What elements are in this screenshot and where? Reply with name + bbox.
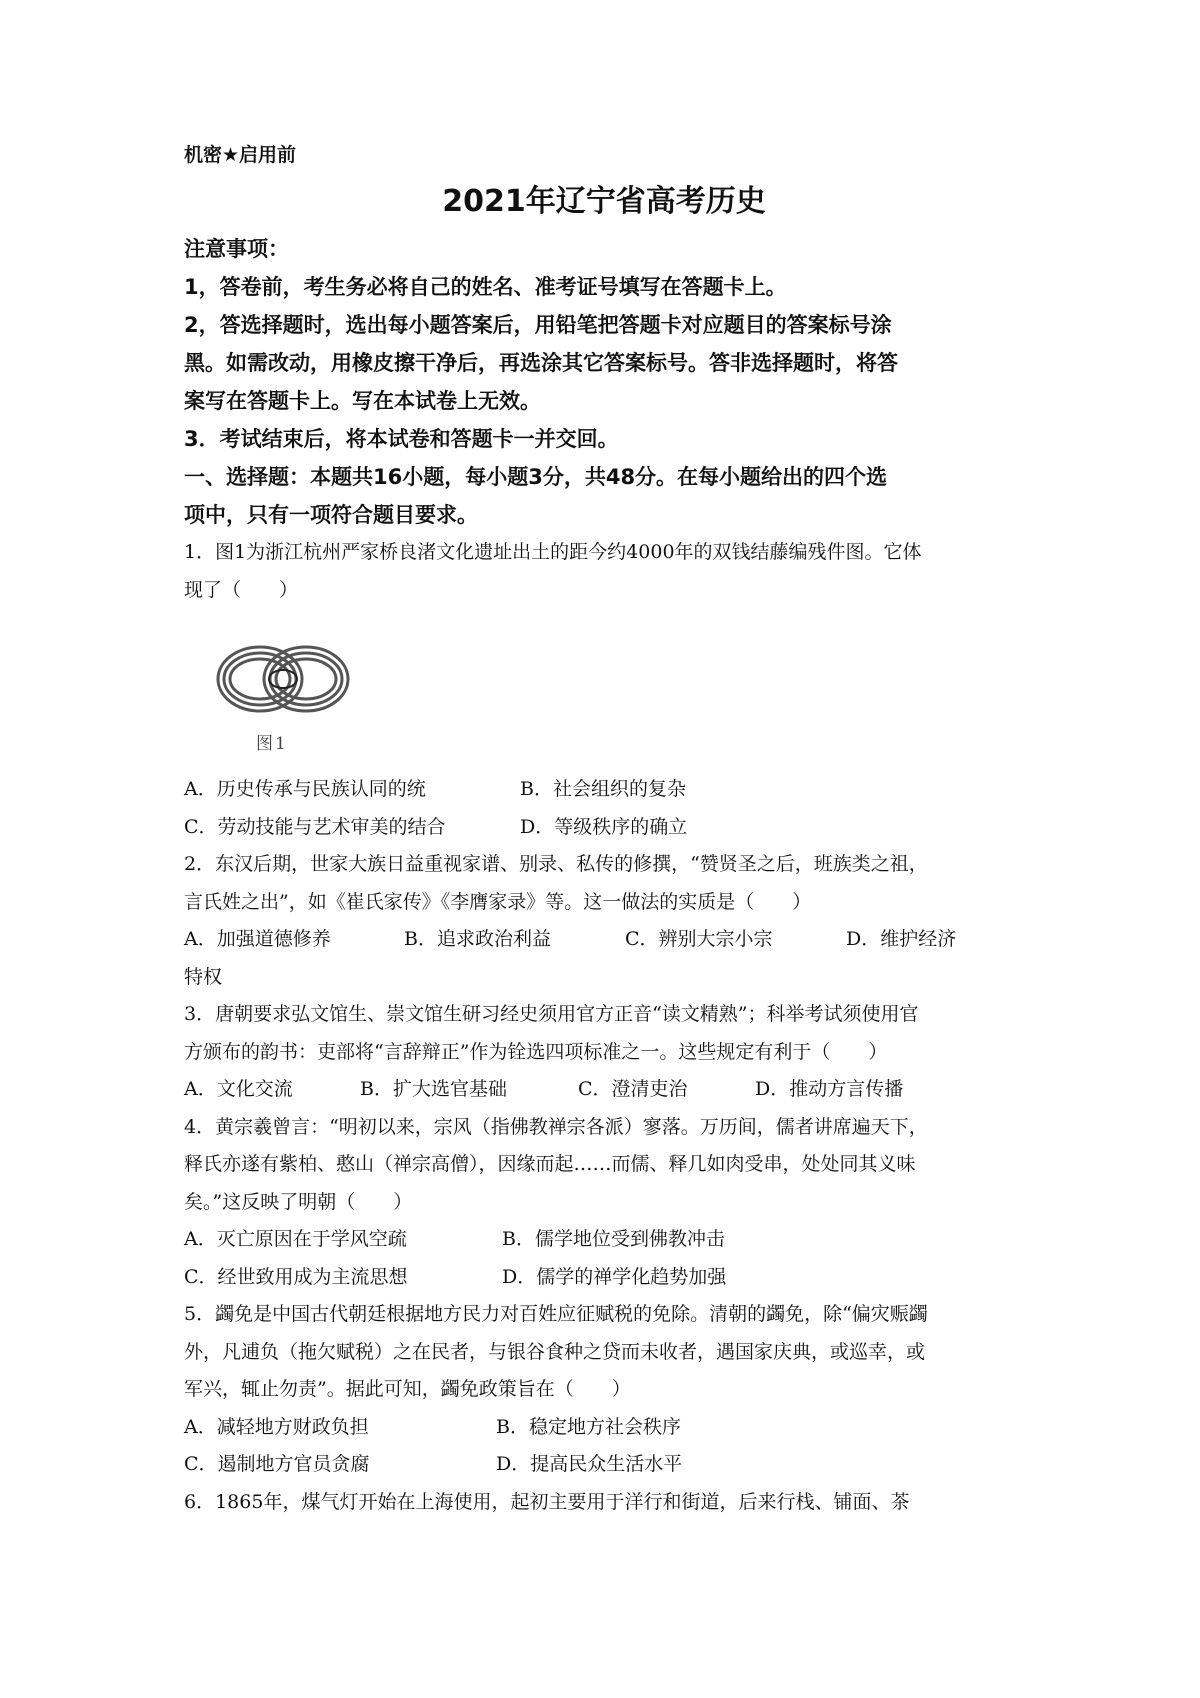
option-d: D．儒学的禅学化趋势加强 — [502, 1265, 727, 1288]
question-2-option-d-wrap: 特权 — [184, 965, 223, 988]
exam-page — [184, 138, 1024, 1521]
question-1-stem-line-1: 1．图1为浙江杭州严家桥良渚文化遗址出土的距今约4000年的双钱结藤编残件图。它体 — [184, 541, 922, 563]
question-1-figure — [208, 629, 378, 759]
question-2-stem-line-1: 2．东汉后期，世家大族日益重视家谱、别录、私传的修撰，“赞贤圣之后，班族类之祖， — [184, 853, 928, 875]
section-heading-line-1: 一、选择题：本题共16小题，每小题3分，共48分。在每小题给出的四个选 — [184, 465, 888, 489]
rattan-knot-image — [208, 629, 358, 729]
option-a: A．文化交流 — [184, 1078, 293, 1100]
option-b: B．稳定地方社会秩序 — [496, 1415, 681, 1438]
question-1-options-row-1 — [184, 771, 1024, 809]
page-title: 2021年辽宁省高考历史 — [442, 184, 766, 219]
option-d: D．维护经济 — [846, 928, 957, 950]
question-4-stem-line-2: 释氏亦遂有紫柏、憨山（禅宗高僧），因缘而起……而儒、释几如肉受串，处处同其义味 — [184, 1153, 916, 1175]
question-4 — [184, 1109, 1024, 1297]
question-6-stem-line-1: 6．1865年，煤气灯开始在上海使用，起初主要用于洋行和街道，后来行栈、铺面、茶 — [184, 1490, 910, 1513]
question-4-stem-line-3: 矣。”这反映了明朝（ ） — [184, 1190, 413, 1213]
figure-caption: 图1 — [256, 734, 288, 754]
section-heading-line-2: 项中，只有一项符合题目要求。 — [184, 503, 478, 527]
option-c: C．经世致用成为主流思想 — [184, 1265, 408, 1288]
option-d: D．推动方言传播 — [755, 1078, 904, 1100]
question-1-stem-line-2: 现了（ ） — [184, 578, 299, 601]
notice-item-2-line-3: 案写在答题卡上。写在本试卷上无效。 — [184, 389, 541, 413]
question-5-stem-line-3: 军兴，辄止勿责”。据此可知，蠲免政策旨在（ ） — [184, 1378, 631, 1400]
option-c: C．劳动技能与艺术审美的结合 — [184, 815, 446, 838]
option-b: B．社会组织的复杂 — [520, 778, 686, 800]
notice-item-2-line-2: 黑。如需改动，用橡皮擦干净后，再选涂其它答案标号。答非选择题时，将答 — [184, 351, 898, 375]
question-3-options-row — [184, 1071, 1024, 1109]
option-b: B．追求政治利益 — [404, 928, 551, 950]
question-5-options-row-1 — [184, 1409, 1024, 1447]
question-4-stem-line-1: 4．黄宗羲曾言：“明初以来，宗风（指佛教禅宗各派）寥落。万历间，儒者讲席遍天下， — [184, 1115, 928, 1138]
question-1-options-row-2 — [184, 809, 1024, 847]
option-b: B．扩大选官基础 — [360, 1078, 507, 1100]
question-5-options-row-2 — [184, 1446, 1024, 1484]
notice-heading: 注意事项： — [184, 237, 289, 261]
question-2-stem-line-2: 言氏姓之出”，如《崔氏家传》《李膺家录》等。这一做法的实质是（ ） — [184, 890, 812, 913]
question-5-stem-line-1: 5．蠲免是中国古代朝廷根据地方民力对百姓应征赋税的免除。清朝的蠲免，除“偏灾赈蠲 — [184, 1303, 928, 1325]
option-c: C．辨别大宗小宗 — [625, 928, 773, 950]
option-d: D．等级秩序的确立 — [520, 815, 688, 838]
option-a: A．减轻地方财政负担 — [184, 1415, 369, 1438]
option-a: A．灭亡原因在于学风空疏 — [184, 1228, 407, 1250]
option-c: C．澄清吏治 — [578, 1078, 688, 1100]
question-5-stem-line-2: 外，凡逋负（拖欠赋税）之在民者，与银谷食种之贷而未收者，遇国家庆典，或巡幸，或 — [184, 1340, 926, 1363]
notice-item-2-line-1: 2，答选择题时，选出每小题答案后，用铅笔把答题卡对应题目的答案标号涂 — [184, 313, 892, 337]
confidential-label: 机密★启用前 — [184, 144, 297, 166]
question-4-options-row-1 — [184, 1221, 1024, 1259]
question-1 — [184, 534, 1024, 846]
option-a: A．历史传承与民族认同的统 — [184, 778, 426, 800]
question-6 — [184, 1484, 1024, 1522]
question-2 — [184, 846, 1024, 996]
notice-item-1: 1，答卷前，考生务必将自己的姓名、准考证号填写在答题卡上。 — [184, 275, 787, 299]
question-4-options-row-2 — [184, 1259, 1024, 1297]
question-5 — [184, 1296, 1024, 1484]
notice-item-3: 3．考试结束后，将本试卷和答题卡一并交回。 — [184, 427, 619, 451]
question-2-options-row — [184, 921, 1024, 959]
notice-section — [184, 230, 1024, 534]
option-d: D．提高民众生活水平 — [496, 1453, 683, 1475]
option-b: B．儒学地位受到佛教冲击 — [502, 1228, 725, 1250]
question-3 — [184, 996, 1024, 1109]
question-3-stem-line-1: 3．唐朝要求弘文馆生、崇文馆生研习经史须用官方正音“读文精熟”；科举考试须使用官 — [184, 1003, 919, 1025]
option-a: A．加强道德修养 — [184, 928, 331, 950]
question-3-stem-line-2: 方颁布的韵书：吏部将“言辞辩正”作为铨选四项标准之一。这些规定有利于（ ） — [184, 1040, 888, 1063]
option-c: C．遏制地方官员贪腐 — [184, 1453, 370, 1475]
